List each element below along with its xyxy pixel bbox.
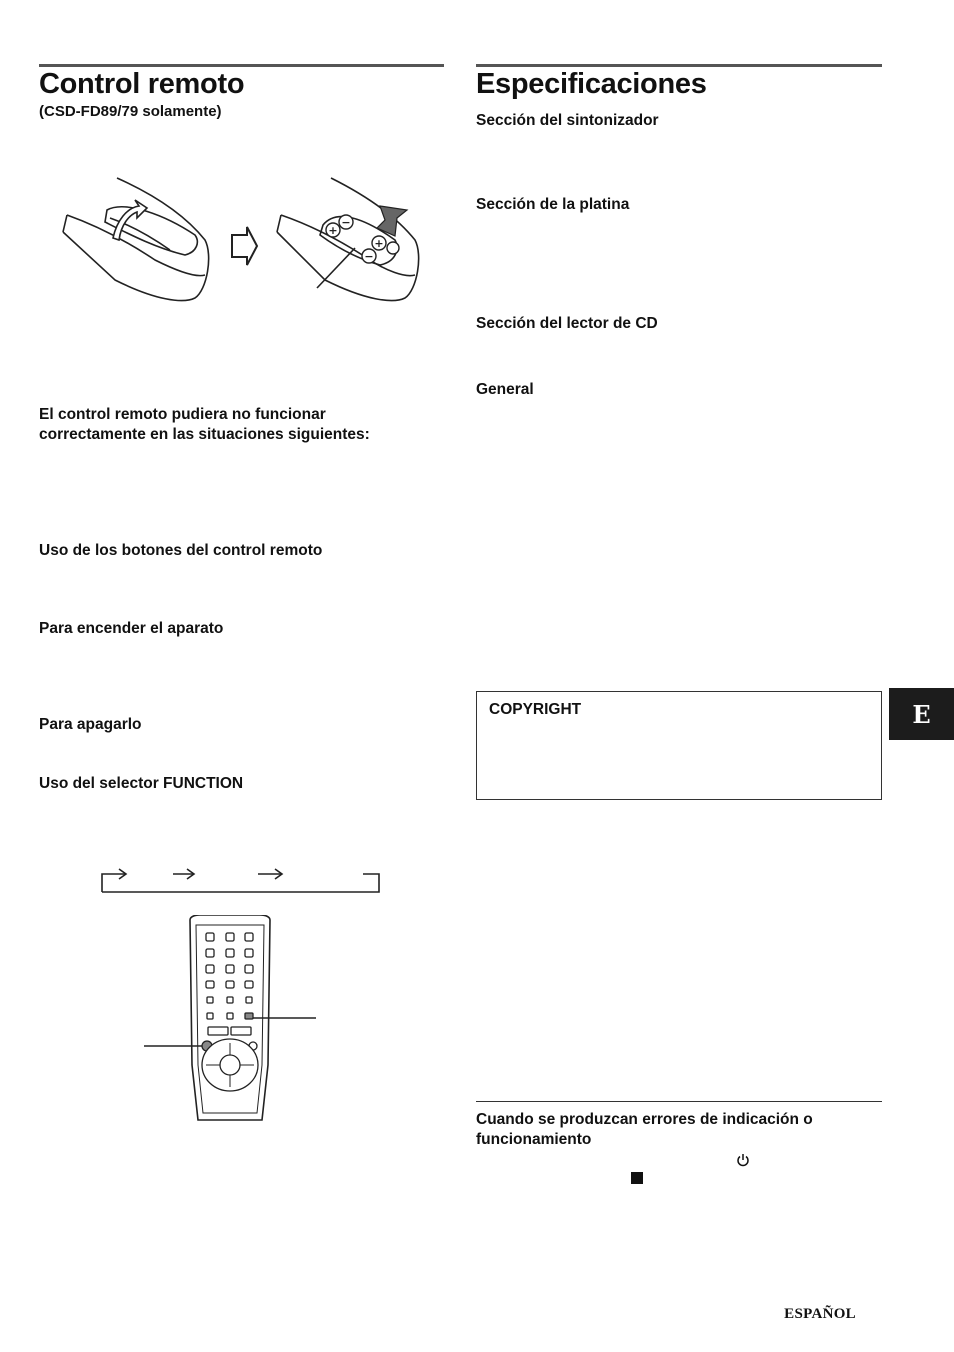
cd-heading: Sección del lector de CD [476, 315, 658, 332]
errors-rule [476, 1101, 882, 1102]
general-heading: General [476, 381, 534, 398]
language-tab: E [889, 688, 954, 740]
left-title-rule [39, 64, 444, 67]
page-title-left: Control remoto [39, 68, 245, 100]
function-heading: Uso del selector FUNCTION [39, 775, 244, 792]
copyright-box [476, 691, 882, 800]
power-on-heading: Para encender el aparato [39, 620, 224, 637]
power-icon [736, 1153, 750, 1167]
tuner-heading: Sección del sintonizador [476, 112, 659, 129]
battery-install-illustration [55, 170, 435, 305]
deck-heading: Sección de la platina [476, 196, 630, 213]
next-step-arrow [232, 227, 257, 265]
svg-text:+: + [374, 237, 384, 250]
warning-heading: El control remoto pudiera no funcionar correctamente en las situaciones siguientes: [39, 406, 370, 443]
model-note: (CSD-FD89/79 solamente) [39, 103, 222, 120]
svg-text:−: − [341, 216, 351, 229]
function-cycle-diagram [95, 862, 385, 896]
power-off-heading: Para apagarlo [39, 716, 142, 733]
svg-text:+: + [328, 224, 338, 237]
stop-icon [631, 1172, 643, 1184]
right-title-rule [476, 64, 882, 67]
page-footer-language: ESPAÑOL [784, 1306, 856, 1322]
buttons-heading: Uso de los botones del control remoto [39, 542, 323, 559]
copyright-heading: COPYRIGHT [489, 701, 582, 718]
svg-text:−: − [364, 250, 374, 263]
page-title-right: Especificaciones [476, 68, 707, 100]
errors-heading: Cuando se produzcan errores de indicación o funcionamiento [476, 1111, 813, 1148]
remote-control-illustration [140, 915, 320, 1127]
